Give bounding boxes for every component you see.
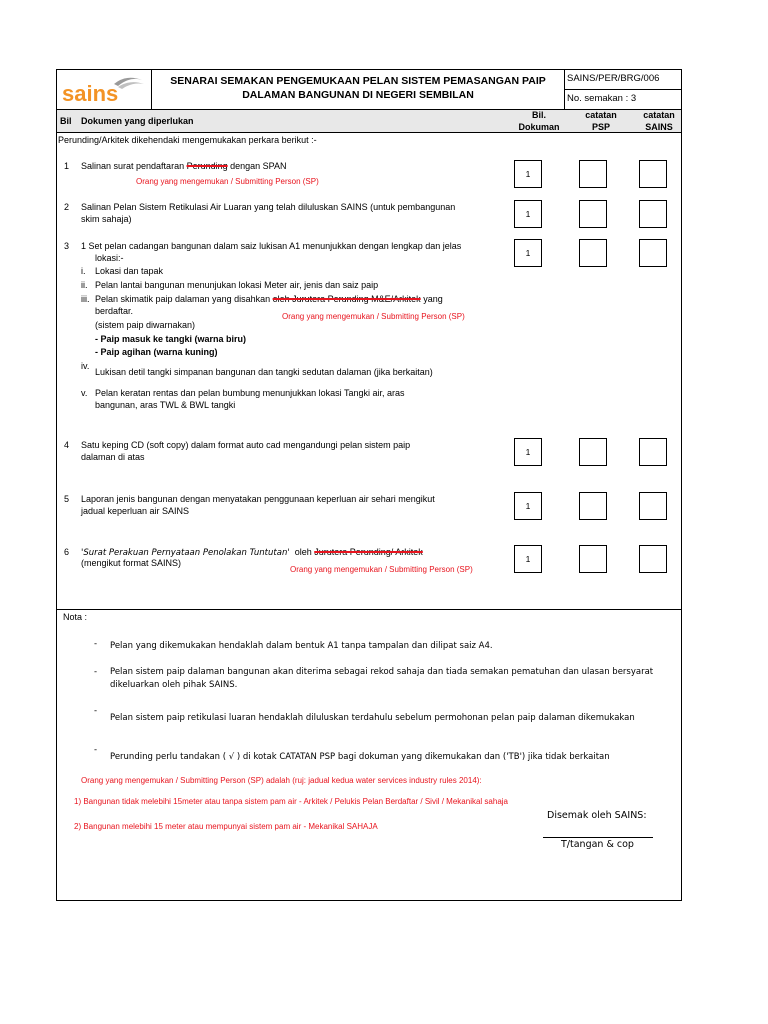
item-3-sub-v-number: v. [81,388,88,398]
item-6-psp-checkbox[interactable] [579,545,607,573]
item-3-sub-iii-line2: berdaftar. [95,306,134,316]
item-3-sains-checkbox[interactable] [639,239,667,267]
note-3-dash: - [94,706,98,716]
item-2-psp-checkbox[interactable] [579,200,607,228]
item-2-number: 2 [64,202,70,212]
notes-label: Nota : [63,612,88,622]
item-1-text: Salinan surat pendaftaran Perunding dengan SPAN [81,161,287,171]
item-3-sp-note: Orang yang mengemukan / Submitting Person (SP) [282,312,465,321]
item-3-sub-iii-number: iii. [81,294,90,304]
item-4-number: 4 [64,440,70,450]
item-6-line2: (mengikut format SAINS) [81,558,182,568]
document-title [152,74,564,102]
item-3-sub-i: Lokasi dan tapak [95,266,164,276]
item-3-number: 3 [64,241,70,251]
revision-number: No. semakan : 3 [567,93,637,104]
title-line-2: DALAMAN BANGUNAN DI NEGERI SEMBILAN [242,89,474,101]
signature-label: T/tangan & cop [561,839,634,850]
item-4-sains-checkbox[interactable] [639,438,667,466]
item-6-sp-note: Orang yang mengemukan / Submitting Person (SP) [290,565,473,574]
logo-text: sains [62,81,119,106]
column-document: Dokumen yang diperlukan [81,116,194,126]
item-5-sains-checkbox[interactable] [639,492,667,520]
item-2-text: Salinan Pelan Sistem Retikulasi Air Luaran yang telah diluluskan SAINS (untuk pembangunan skim sahaja) [81,202,456,224]
item-6-sains-checkbox[interactable] [639,545,667,573]
header-divider-ref-row [564,89,682,90]
column-catatan-sains: catatan SAINS [643,110,675,132]
note-4-dash: - [94,745,98,755]
item-2-sains-checkbox[interactable] [639,200,667,228]
item-3-sub-i-number: i. [81,266,86,276]
item-5-text: Laporan jenis bangunan dengan menyatakan penggunaan keperluan air sehari mengikut jadual keperluan air SAINS [81,494,435,516]
sp-definition: Orang yang mengemukan / Submitting Person (SP) adalah (ruj: jadual kedua water services industry rules 2014): [81,776,482,785]
item-3-sub-iii-note: (sistem paip diwarnakan) [95,320,196,330]
item-3-sub-iii: Pelan skimatik paip dalaman yang disahkan oleh Jurutera Perunding M&E/Arkitek yang [95,294,443,304]
item-1-sp-note: Orang yang mengemukan / Submitting Person (SP) [136,177,319,186]
item-1-number: 1 [64,161,70,171]
sains-logo-icon [60,74,148,106]
checked-by-label: Disemak oleh SAINS: [547,810,647,821]
note-4: Perunding perlu tandakan ( √ ) di kotak CATATAN PSP bagi dokuman yang dikemukakan dan ('TB') jika tidak berkaitan [110,752,610,762]
item-3-sub-iv-number: iv. [81,361,90,371]
item-4-psp-checkbox[interactable] [579,438,607,466]
item-3-count-box: 1 [514,239,542,267]
item-3-psp-checkbox[interactable] [579,239,607,267]
item-5-number: 5 [64,494,70,504]
item-3-text: 1 Set pelan cadangan bangunan dalam saiz lukisan A1 menunjukkan dengan lengkap dan jelas lokasi:- [81,241,462,263]
column-catatan-psp: catatan PSP [585,110,617,132]
item-5-count-box: 1 [514,492,542,520]
item-6-number: 6 [64,547,70,557]
sains-logo [60,74,148,106]
note-3: Pelan sistem paip retikulasi luaran hendaklah diluluskan terdahulu sebelum permohonan pelan paip dalaman dikemukakan [110,713,635,723]
item-3-sub-ii: Pelan lantai bangunan menunjukan lokasi Meter air, jenis dan saiz paip [95,280,379,290]
item-6-count-box: 1 [514,545,542,573]
item-3-pipe-yellow: - Paip agihan (warna kuning) [95,347,218,357]
item-2-count-box: 1 [514,200,542,228]
note-2-dash: - [94,667,98,677]
item-4-text: Satu keping CD (soft copy) dalam format auto cad mengandungi pelan sistem paip dalaman di atas [81,440,411,462]
item-3-pipe-blue: - Paip masuk ke tangki (warna biru) [95,334,247,344]
note-2: Pelan sistem paip dalaman bangunan akan diterima sebagai rekod sahaja dan tiada semakan pematuhan dan ulasan bersyarat dikeluarkan oleh pihak SAINS. [110,667,654,690]
ref-code: SAINS/PER/BRG/006 [567,73,660,84]
item-3-sub-ii-number: ii. [81,280,88,290]
item-3-sub-v: Pelan keratan rentas dan pelan bumbung menunjukkan lokasi Tangki air, aras bangunan, aras TWL & BWL tangki [95,388,405,410]
item-1-sains-checkbox[interactable] [639,160,667,188]
notes-top-line [56,609,682,610]
item-1-psp-checkbox[interactable] [579,160,607,188]
item-6-text: 'Surat Perakuan Pernyataan Penolakan Tuntutan' oleh Jurutera Perunding/ Arkitek [81,547,423,558]
note-1-dash: - [94,639,98,649]
item-5-psp-checkbox[interactable] [579,492,607,520]
sp-rule-2: 2) Bangunan melebihi 15 meter atau mempunyai sistem pam air - Mekanikal SAHAJA [74,822,378,831]
title-line-1: SENARAI SEMAKAN PENGEMUKAAN PELAN SISTEM PEMASANGAN PAIP [170,75,546,87]
sp-rule-1: 1) Bangunan tidak melebihi 15meter atau tanpa sistem pam air - Arkitek / Pelukis Pelan Berdaftar / Sivil / Mekanikal sahaja [74,797,508,806]
intro-text: Perunding/Arkitek dikehendaki mengemukakan perkara berikut :- [58,135,317,145]
item-1-count-box: 1 [514,160,542,188]
column-bil-dokuman: Bil. Dokuman [518,110,560,132]
item-4-count-box: 1 [514,438,542,466]
column-bil: Bil [60,116,72,126]
item-3-sub-iv: Lukisan detil tangki simpanan bangunan dan tangki sedutan dalaman (jika berkaitan) [95,367,433,377]
note-1: Pelan yang dikemukakan hendaklah dalam bentuk A1 tanpa tampalan dan dilipat saiz A4. [110,641,493,651]
